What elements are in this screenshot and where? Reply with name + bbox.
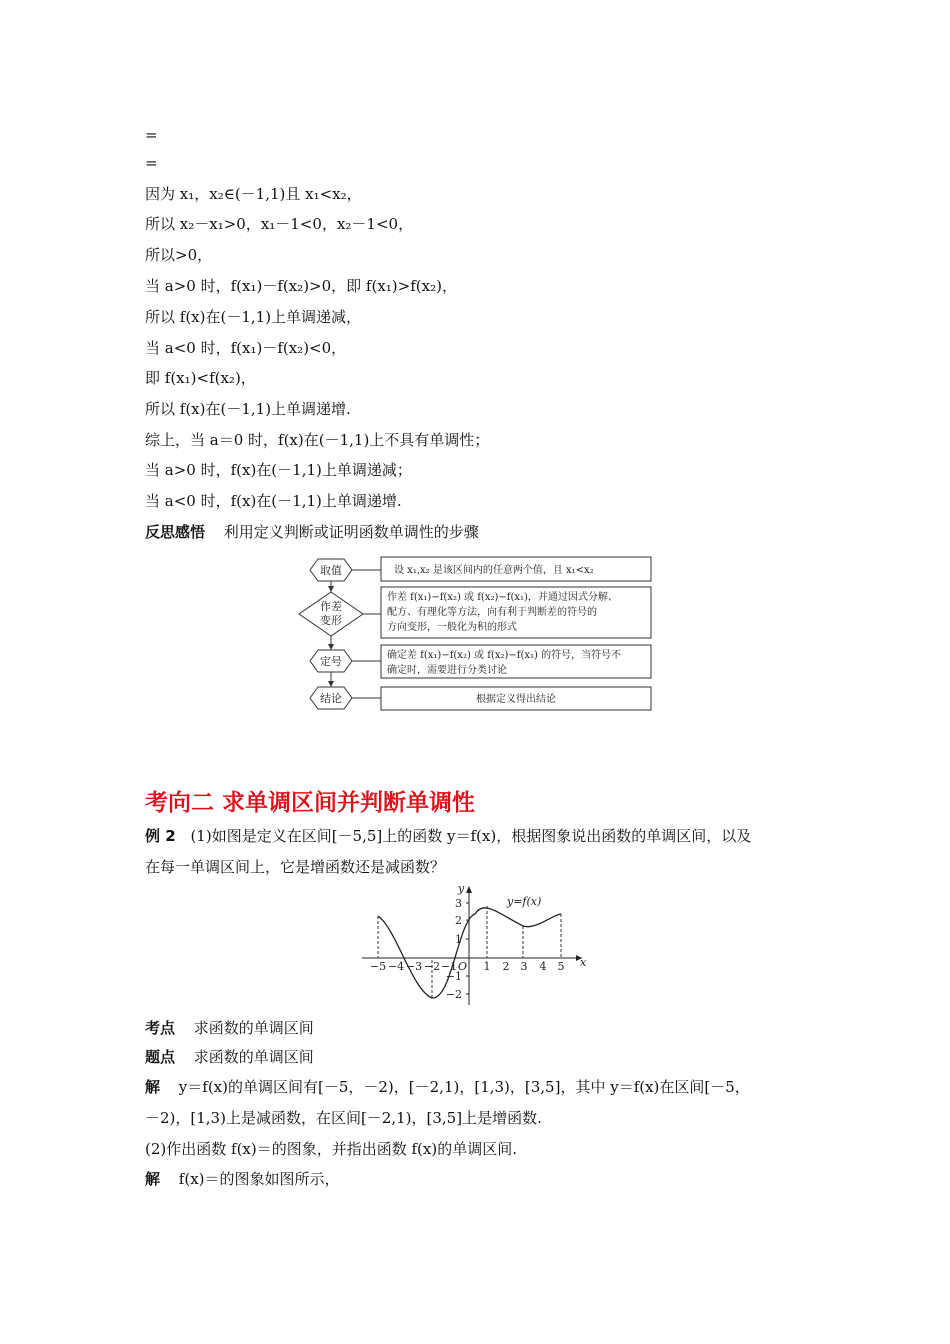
x-tick-label: −1: [440, 960, 458, 973]
solution2-text: f(x)＝的图象如图所示，: [178, 1170, 340, 1188]
graph-y-label: y: [458, 882, 465, 895]
tidian-label: 题点: [145, 1048, 176, 1066]
proof-line-3: 因为 x₁，x₂∈(－1,1)且 x₁<x₂，: [145, 185, 362, 203]
solution1-line-1: [145, 1077, 750, 1097]
flow-step-2-desc-1: 作差 f(x₁)−f(x₂) 或 f(x₂)−f(x₁)，并通过因式分解、: [387, 592, 618, 603]
x-tick-label: −2: [423, 960, 441, 973]
x-tick-label: 2: [502, 960, 510, 973]
kaodian-label: 考点: [145, 1019, 176, 1037]
proof-line-6: 当 a>0 时，f(x₁)－f(x₂)>0，即 f(x₁)>f(x₂)，: [145, 277, 457, 295]
solution2-label: 解: [145, 1170, 161, 1188]
x-tick-label: 1: [483, 960, 491, 973]
flow-step-2-label-2: 变形: [320, 614, 342, 627]
graph-curve-label: y=f(x): [507, 895, 542, 908]
x-tick-label: 4: [539, 960, 547, 973]
proof-line-9: 即 f(x₁)<f(x₂)，: [145, 369, 256, 387]
proof-line-4: 所以 x₂－x₁>0，x₁－1<0，x₂－1<0，: [145, 215, 414, 233]
flow-step-4-label: 结论: [320, 692, 342, 705]
kaodian-line: [145, 1018, 314, 1038]
part2-question: (2)作出函数 f(x)＝的图象，并指出函数 f(x)的单调区间.: [145, 1140, 517, 1158]
y-tick-label: 3: [455, 897, 462, 910]
reflection-text: 利用定义判断或证明函数单调性的步骤: [223, 523, 479, 541]
y-tick-label: 1: [455, 933, 462, 946]
x-tick-label: −5: [369, 960, 387, 973]
kaodian-text: 求函数的单调区间: [193, 1019, 314, 1037]
flow-step-4-desc: 根据定义得出结论: [476, 694, 556, 705]
flow-step-3-desc-2: 确定时，需要进行分类讨论: [387, 665, 507, 676]
y-tick-label: −2: [445, 988, 462, 1001]
reflection-label: 反思感悟: [145, 523, 206, 541]
flow-step-3-label: 定号: [320, 655, 342, 668]
proof-line-10: 所以 f(x)在(－1,1)上单调递增.: [145, 400, 351, 418]
proof-line-8: 当 a<0 时，f(x₁)－f(x₂)<0，: [145, 339, 347, 357]
proof-line-13: 当 a<0 时，f(x)在(－1,1)上单调递增.: [145, 492, 402, 510]
x-tick-label: −3: [405, 960, 423, 973]
graph-x-label: x: [580, 956, 587, 969]
flow-step-1-label: 取值: [320, 564, 342, 577]
proof-line-12: 当 a>0 时，f(x)在(－1,1)上单调递减；: [145, 461, 412, 479]
y-tick-label: 2: [455, 914, 462, 927]
solution2-line: [145, 1169, 340, 1189]
solution1-text-1: y＝f(x)的单调区间有[－5，－2)，[－2,1)，[1,3)，[3,5]，其中 y＝f(x)在区间[－5，: [178, 1078, 750, 1096]
graph-origin-label: O: [458, 960, 468, 973]
proof-line-5: 所以>0，: [145, 246, 213, 264]
x-tick-label: −4: [387, 960, 405, 973]
solution1-label: 解: [145, 1078, 161, 1096]
proof-line-1: =: [145, 126, 158, 144]
proof-line-11: 综上，当 a＝0 时，f(x)在(－1,1)上不具有单调性；: [145, 431, 490, 449]
flow-step-2-desc-3: 方向变形，一般化为积的形式: [387, 622, 517, 633]
x-tick-label: 5: [557, 960, 565, 973]
flow-step-2-label-1: 作差: [320, 600, 342, 613]
solution1-line-2: －2)，[1,3)上是减函数，在区间[－2,1)，[3,5]上是增函数.: [145, 1109, 542, 1127]
flow-step-3-desc-1: 确定差 f(x₁)−f(x₂) 或 f(x₂)−f(x₁) 的符号，当符号不: [387, 650, 622, 661]
section-title: 考向二 求单调区间并判断单调性: [145, 790, 476, 816]
example-label: 例 2: [145, 827, 176, 845]
y-tick-label: −1: [445, 970, 462, 983]
example-text-1: (1)如图是定义在区间[－5,5]上的函数 y＝f(x)，根据图象说出函数的单调区间，以及: [190, 827, 752, 845]
flow-step-2-desc-2: 配方、有理化等方法，向有利于判断差的符号的: [387, 607, 597, 618]
tidian-line: [145, 1047, 314, 1067]
x-tick-label: 3: [520, 960, 528, 973]
proof-line-7: 所以 f(x)在(－1,1)上单调递减，: [145, 308, 362, 326]
tidian-text: 求函数的单调区间: [193, 1048, 314, 1066]
proof-line-2: =: [145, 154, 158, 172]
flow-step-1-desc: 设 x₁,x₂ 是该区间内的任意两个值，且 x₁<x₂: [394, 565, 594, 576]
example-line-2: 在每一单调区间上，它是增函数还是减函数？: [145, 858, 446, 876]
